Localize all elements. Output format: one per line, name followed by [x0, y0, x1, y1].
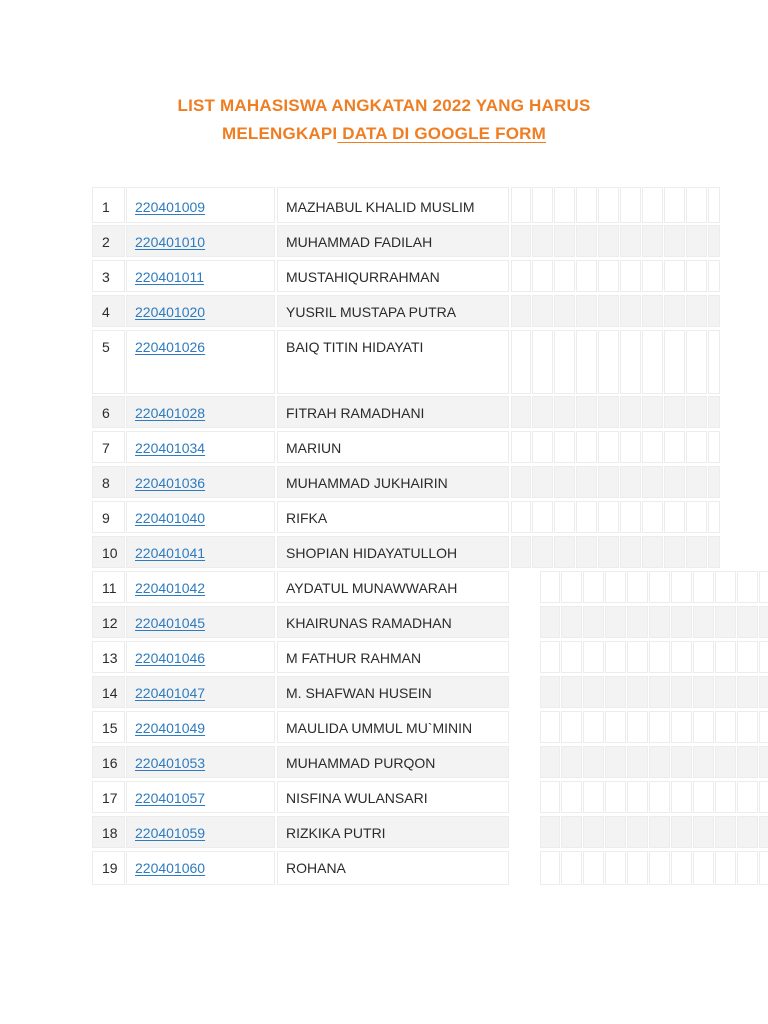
- empty-cell: [649, 571, 670, 603]
- empty-cell: [649, 851, 670, 885]
- empty-cell: [540, 781, 560, 813]
- empty-cell: [540, 571, 560, 603]
- row-number: 18: [92, 816, 125, 848]
- empty-cell: [576, 466, 597, 498]
- student-name: RIFKA: [277, 501, 509, 533]
- empty-cell: [686, 501, 707, 533]
- empty-cell: [693, 571, 714, 603]
- empty-cell: [605, 641, 626, 673]
- empty-cell: [532, 260, 553, 292]
- empty-cell: [759, 781, 768, 813]
- nim-link[interactable]: 220401020: [135, 304, 206, 320]
- empty-cell: [686, 225, 707, 257]
- empty-cell: [554, 536, 575, 568]
- empty-cell: [554, 295, 575, 327]
- empty-cell: [532, 295, 553, 327]
- empty-cell: [627, 606, 648, 638]
- empty-cell: [642, 466, 663, 498]
- empty-cell: [664, 330, 685, 394]
- title-line-2-underlined: DATA DI GOOGLE FORM: [337, 124, 546, 143]
- empty-cell: [532, 225, 553, 257]
- row-number: 7: [92, 431, 125, 463]
- empty-cell: [649, 781, 670, 813]
- empty-cell: [649, 816, 670, 848]
- nim-cell: [126, 396, 275, 428]
- empty-cell: [693, 676, 714, 708]
- nim-link[interactable]: 220401045: [135, 615, 206, 631]
- empty-cell: [671, 641, 692, 673]
- student-name: RIZKIKA PUTRI: [277, 816, 509, 848]
- empty-cell: [715, 711, 736, 743]
- empty-cell: [620, 225, 641, 257]
- empty-cell: [686, 187, 707, 223]
- row-number: 6: [92, 396, 125, 428]
- empty-cell: [605, 676, 626, 708]
- nim-link[interactable]: 220401026: [135, 339, 206, 355]
- title-line-1: LIST MAHASISWA ANGKATAN 2022 YANG HARUS: [177, 96, 591, 115]
- row-number: 5: [92, 330, 125, 394]
- empty-cell: [620, 187, 641, 223]
- empty-cell: [576, 431, 597, 463]
- row-number: 8: [92, 466, 125, 498]
- empty-cell: [620, 260, 641, 292]
- empty-cell: [759, 571, 768, 603]
- empty-cell: [686, 536, 707, 568]
- empty-cell: [583, 571, 604, 603]
- empty-cell: [583, 641, 604, 673]
- empty-cell: [598, 466, 619, 498]
- empty-cell: [649, 711, 670, 743]
- empty-cell: [693, 781, 714, 813]
- empty-cell: [540, 851, 560, 885]
- empty-cell: [642, 536, 663, 568]
- nim-link[interactable]: 220401040: [135, 510, 206, 526]
- empty-cell: [620, 330, 641, 394]
- row-number: 10: [92, 536, 125, 568]
- page-title: [0, 92, 768, 148]
- nim-cell: [126, 571, 275, 603]
- empty-cell: [649, 641, 670, 673]
- nim-link[interactable]: 220401059: [135, 825, 206, 841]
- empty-cell: [759, 746, 768, 778]
- empty-cell: [759, 711, 768, 743]
- empty-cell: [664, 295, 685, 327]
- empty-cell: [576, 260, 597, 292]
- empty-cell: [532, 466, 553, 498]
- empty-cell: [511, 225, 531, 257]
- nim-link[interactable]: 220401042: [135, 580, 206, 596]
- empty-cell: [605, 851, 626, 885]
- nim-link[interactable]: 220401047: [135, 685, 206, 701]
- empty-cell: [715, 676, 736, 708]
- student-name: YUSRIL MUSTAPA PUTRA: [277, 295, 509, 327]
- row-number: 9: [92, 501, 125, 533]
- student-name: MAZHABUL KHALID MUSLIM: [277, 187, 509, 223]
- empty-cell: [686, 295, 707, 327]
- nim-link[interactable]: 220401049: [135, 720, 206, 736]
- nim-link[interactable]: 220401034: [135, 440, 206, 456]
- empty-cell: [583, 816, 604, 848]
- empty-cell: [627, 816, 648, 848]
- empty-cell: [561, 781, 582, 813]
- empty-cell: [540, 711, 560, 743]
- empty-cell: [686, 330, 707, 394]
- empty-cell: [532, 396, 553, 428]
- nim-link[interactable]: 220401036: [135, 475, 206, 491]
- nim-cell: [126, 781, 275, 813]
- empty-cell: [664, 187, 685, 223]
- row-number: 13: [92, 641, 125, 673]
- empty-cell: [583, 746, 604, 778]
- empty-cell: [759, 851, 768, 885]
- empty-cell: [693, 641, 714, 673]
- empty-cell: [620, 536, 641, 568]
- empty-cell: [715, 606, 736, 638]
- empty-cell: [642, 501, 663, 533]
- empty-cell: [627, 851, 648, 885]
- empty-cell: [605, 571, 626, 603]
- empty-cell: [708, 396, 720, 428]
- empty-cell: [649, 746, 670, 778]
- empty-cell: [540, 676, 560, 708]
- empty-cell: [598, 225, 619, 257]
- empty-cell: [561, 676, 582, 708]
- empty-cell: [715, 641, 736, 673]
- nim-link[interactable]: 220401010: [135, 234, 206, 250]
- empty-cell: [598, 187, 619, 223]
- empty-cell: [561, 641, 582, 673]
- nim-cell: [126, 676, 275, 708]
- empty-cell: [759, 816, 768, 848]
- empty-cell: [671, 676, 692, 708]
- empty-cell: [554, 466, 575, 498]
- empty-cell: [620, 295, 641, 327]
- empty-cell: [561, 711, 582, 743]
- empty-cell: [642, 295, 663, 327]
- nim-cell: [126, 851, 275, 885]
- empty-cell: [737, 851, 758, 885]
- empty-cell: [708, 295, 720, 327]
- nim-cell: [126, 187, 275, 223]
- row-number: 17: [92, 781, 125, 813]
- empty-cell: [737, 676, 758, 708]
- empty-cell: [583, 676, 604, 708]
- empty-cell: [664, 260, 685, 292]
- row-number: 3: [92, 260, 125, 292]
- row-number: 15: [92, 711, 125, 743]
- empty-cell: [576, 536, 597, 568]
- student-name: M. SHAFWAN HUSEIN: [277, 676, 509, 708]
- student-name: NISFINA WULANSARI: [277, 781, 509, 813]
- empty-cell: [686, 466, 707, 498]
- empty-cell: [532, 187, 553, 223]
- empty-cell: [627, 676, 648, 708]
- student-name: MAULIDA UMMUL MU`MININ: [277, 711, 509, 743]
- empty-cell: [605, 781, 626, 813]
- empty-cell: [620, 396, 641, 428]
- nim-cell: [126, 431, 275, 463]
- empty-cell: [605, 746, 626, 778]
- empty-cell: [671, 746, 692, 778]
- nim-cell: [126, 816, 275, 848]
- empty-cell: [664, 225, 685, 257]
- empty-cell: [554, 501, 575, 533]
- row-number: 19: [92, 851, 125, 885]
- nim-link[interactable]: 220401028: [135, 405, 206, 421]
- empty-cell: [737, 711, 758, 743]
- empty-cell: [554, 187, 575, 223]
- student-name: KHAIRUNAS RAMADHAN: [277, 606, 509, 638]
- empty-cell: [627, 781, 648, 813]
- empty-cell: [708, 466, 720, 498]
- student-name: FITRAH RAMADHANI: [277, 396, 509, 428]
- empty-cell: [671, 571, 692, 603]
- empty-cell: [576, 225, 597, 257]
- empty-cell: [649, 606, 670, 638]
- empty-cell: [708, 225, 720, 257]
- nim-link[interactable]: 220401057: [135, 790, 206, 806]
- empty-cell: [737, 606, 758, 638]
- student-name: BAIQ TITIN HIDAYATI: [277, 330, 509, 394]
- nim-cell: [126, 606, 275, 638]
- empty-cell: [511, 466, 531, 498]
- empty-cell: [561, 816, 582, 848]
- empty-cell: [511, 260, 531, 292]
- empty-cell: [737, 746, 758, 778]
- empty-cell: [708, 187, 720, 223]
- empty-cell: [511, 187, 531, 223]
- student-name: M FATHUR RAHMAN: [277, 641, 509, 673]
- nim-cell: [126, 746, 275, 778]
- student-name: SHOPIAN HIDAYATULLOH: [277, 536, 509, 568]
- empty-cell: [693, 746, 714, 778]
- empty-cell: [708, 330, 720, 394]
- empty-cell: [671, 851, 692, 885]
- student-name: MUHAMMAD PURQON: [277, 746, 509, 778]
- empty-cell: [715, 816, 736, 848]
- empty-cell: [583, 851, 604, 885]
- empty-cell: [532, 330, 553, 394]
- empty-cell: [511, 501, 531, 533]
- empty-cell: [540, 641, 560, 673]
- nim-cell: [126, 330, 275, 394]
- nim-cell: [126, 225, 275, 257]
- empty-cell: [693, 851, 714, 885]
- empty-cell: [737, 781, 758, 813]
- empty-cell: [554, 225, 575, 257]
- nim-link[interactable]: 220401053: [135, 755, 206, 771]
- nim-cell: [126, 501, 275, 533]
- empty-cell: [583, 711, 604, 743]
- empty-cell: [561, 606, 582, 638]
- title-line-2-plain: MELENGKAPI: [222, 124, 338, 143]
- empty-cell: [737, 816, 758, 848]
- empty-cell: [620, 501, 641, 533]
- empty-cell: [583, 781, 604, 813]
- empty-cell: [598, 330, 619, 394]
- empty-cell: [759, 641, 768, 673]
- empty-cell: [511, 330, 531, 394]
- empty-cell: [671, 816, 692, 848]
- empty-cell: [511, 295, 531, 327]
- empty-cell: [686, 431, 707, 463]
- empty-cell: [511, 536, 531, 568]
- empty-cell: [583, 606, 604, 638]
- student-name: MUHAMMAD FADILAH: [277, 225, 509, 257]
- empty-cell: [598, 396, 619, 428]
- empty-cell: [605, 816, 626, 848]
- empty-cell: [620, 466, 641, 498]
- empty-cell: [715, 851, 736, 885]
- empty-cell: [708, 431, 720, 463]
- student-name: AYDATUL MUNAWWARAH: [277, 571, 509, 603]
- empty-cell: [576, 396, 597, 428]
- empty-cell: [664, 396, 685, 428]
- empty-cell: [627, 571, 648, 603]
- empty-cell: [693, 816, 714, 848]
- nim-cell: [126, 711, 275, 743]
- empty-cell: [561, 746, 582, 778]
- empty-cell: [759, 676, 768, 708]
- row-number: 16: [92, 746, 125, 778]
- nim-link[interactable]: 220401060: [135, 860, 206, 876]
- empty-cell: [554, 260, 575, 292]
- empty-cell: [664, 466, 685, 498]
- empty-cell: [642, 330, 663, 394]
- empty-cell: [576, 295, 597, 327]
- empty-cell: [642, 187, 663, 223]
- empty-cell: [605, 606, 626, 638]
- row-number: 14: [92, 676, 125, 708]
- empty-cell: [627, 711, 648, 743]
- empty-cell: [540, 816, 560, 848]
- empty-cell: [605, 711, 626, 743]
- empty-cell: [598, 536, 619, 568]
- empty-cell: [715, 781, 736, 813]
- empty-cell: [686, 260, 707, 292]
- empty-cell: [642, 431, 663, 463]
- row-number: 11: [92, 571, 125, 603]
- empty-cell: [598, 501, 619, 533]
- empty-cell: [554, 396, 575, 428]
- empty-cell: [540, 606, 560, 638]
- empty-cell: [642, 225, 663, 257]
- row-number: 4: [92, 295, 125, 327]
- empty-cell: [686, 396, 707, 428]
- empty-cell: [554, 431, 575, 463]
- empty-cell: [561, 571, 582, 603]
- empty-cell: [576, 187, 597, 223]
- empty-cell: [540, 746, 560, 778]
- empty-cell: [532, 431, 553, 463]
- row-number: 12: [92, 606, 125, 638]
- nim-link[interactable]: 220401011: [135, 269, 205, 285]
- empty-cell: [715, 746, 736, 778]
- empty-cell: [554, 330, 575, 394]
- empty-cell: [664, 501, 685, 533]
- nim-cell: [126, 641, 275, 673]
- empty-cell: [627, 641, 648, 673]
- nim-link[interactable]: 220401041: [135, 545, 206, 561]
- empty-cell: [561, 851, 582, 885]
- empty-cell: [620, 431, 641, 463]
- empty-cell: [576, 501, 597, 533]
- empty-cell: [598, 260, 619, 292]
- empty-cell: [642, 260, 663, 292]
- nim-cell: [126, 466, 275, 498]
- empty-cell: [598, 295, 619, 327]
- student-name: ROHANA: [277, 851, 509, 885]
- empty-cell: [576, 330, 597, 394]
- title-line-2: [0, 120, 768, 148]
- nim-cell: [126, 536, 275, 568]
- empty-cell: [664, 536, 685, 568]
- empty-cell: [693, 606, 714, 638]
- empty-cell: [511, 396, 531, 428]
- nim-link[interactable]: 220401009: [135, 199, 206, 215]
- nim-cell: [126, 260, 275, 292]
- empty-cell: [708, 536, 720, 568]
- row-number: 1: [92, 187, 125, 223]
- empty-cell: [511, 431, 531, 463]
- empty-cell: [671, 606, 692, 638]
- empty-cell: [737, 641, 758, 673]
- empty-cell: [642, 396, 663, 428]
- student-name: MUHAMMAD JUKHAIRIN: [277, 466, 509, 498]
- empty-cell: [708, 260, 720, 292]
- student-name: MUSTAHIQURRAHMAN: [277, 260, 509, 292]
- student-name: MARIUN: [277, 431, 509, 463]
- empty-cell: [532, 536, 553, 568]
- nim-link[interactable]: 220401046: [135, 650, 206, 666]
- empty-cell: [671, 781, 692, 813]
- empty-cell: [671, 711, 692, 743]
- empty-cell: [737, 571, 758, 603]
- empty-cell: [759, 606, 768, 638]
- empty-cell: [715, 571, 736, 603]
- nim-cell: [126, 295, 275, 327]
- empty-cell: [627, 746, 648, 778]
- row-number: 2: [92, 225, 125, 257]
- empty-cell: [649, 676, 670, 708]
- empty-cell: [532, 501, 553, 533]
- empty-cell: [598, 431, 619, 463]
- empty-cell: [664, 431, 685, 463]
- empty-cell: [693, 711, 714, 743]
- empty-cell: [708, 501, 720, 533]
